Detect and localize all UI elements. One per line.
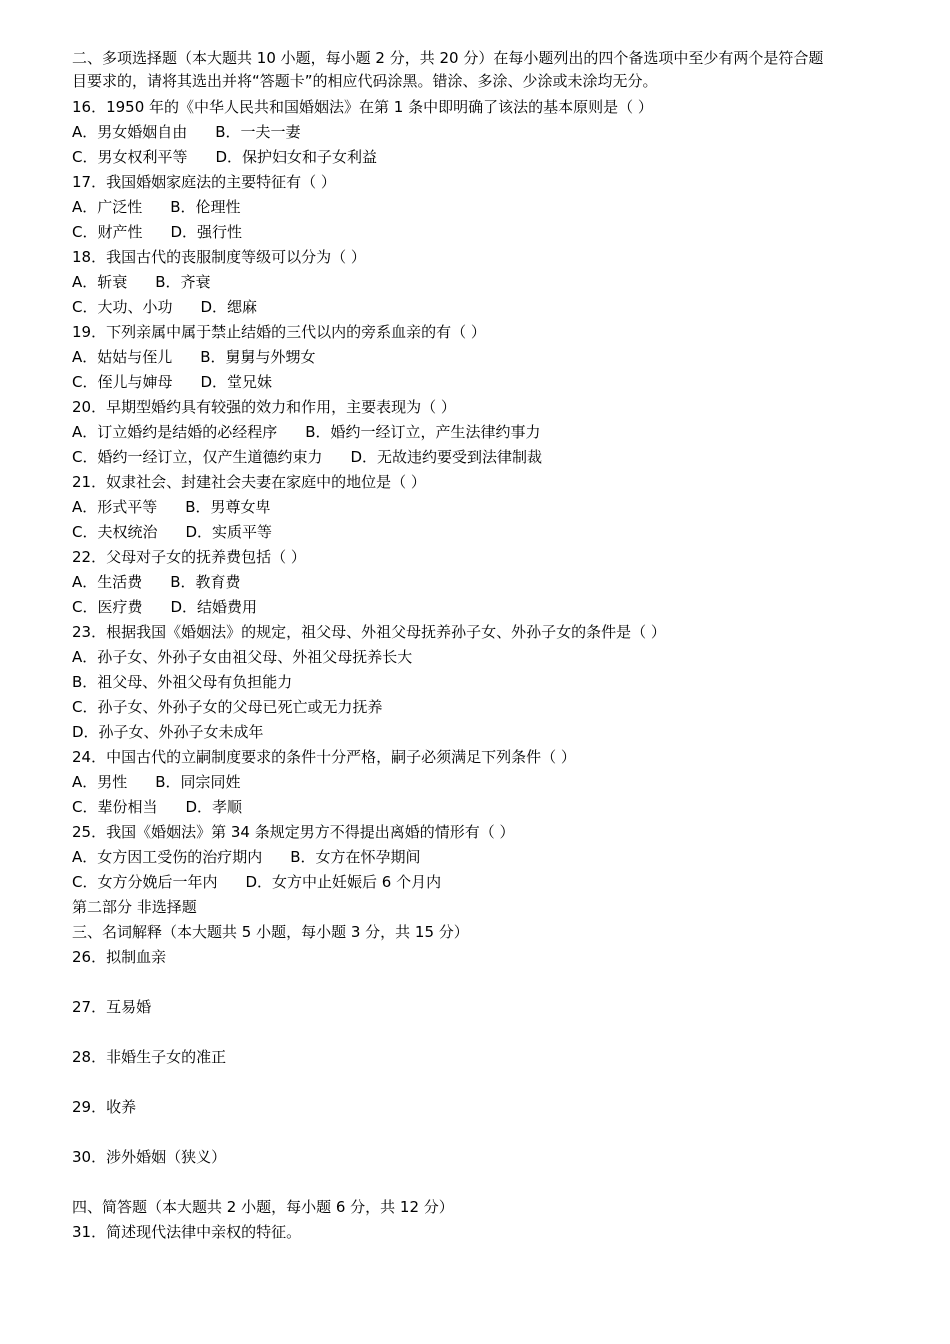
term-item: 27．互易婚 <box>72 998 152 1016</box>
option-text: B．舅舅与外甥女 <box>200 348 316 366</box>
option-text: C．侄儿与婶母 <box>72 373 173 391</box>
option-row <box>72 520 912 545</box>
option-text: D．堂兄妹 <box>200 373 273 391</box>
option-text: A．生活费 <box>72 573 143 591</box>
option-text: B．婚约一经订立，产生法律约事力 <box>305 423 541 441</box>
option-row <box>72 695 912 720</box>
part2-title: 第二部分 非选择题 <box>72 898 197 916</box>
option-row <box>72 645 912 670</box>
option-text: B．男尊女卑 <box>185 498 271 516</box>
option-row <box>72 420 912 445</box>
question-stem: 20．早期型婚约具有较强的效力和作用，主要表现为（ ） <box>72 398 456 416</box>
multiple-choice-questions <box>72 95 912 895</box>
option-text: C．夫权统治 <box>72 523 158 541</box>
option-text: D．结婚费用 <box>170 598 258 616</box>
section2-intro-line1: 二、多项选择题（本大题共 10 小题，每小题 2 分，共 20 分）在每小题列出的四个备选项中至少有两个是符合题 <box>72 49 824 67</box>
option-text: D．缌麻 <box>200 298 258 316</box>
option-text: A．斩衰 <box>72 273 128 291</box>
option-text: C．财产性 <box>72 223 143 241</box>
option-text: D．无故违约要受到法律制裁 <box>350 448 543 466</box>
option-text: B．一夫一妻 <box>215 123 301 141</box>
option-text: C．女方分娩后一年内 <box>72 873 218 891</box>
option-text: A．男性 <box>72 773 128 791</box>
option-text: D．女方中止妊娠后 6 个月内 <box>245 873 442 891</box>
question-stem: 22．父母对子女的抚养费包括（ ） <box>72 548 306 566</box>
question-stem: 19．下列亲属中属于禁止结婚的三代以内的旁系血亲的有（ ） <box>72 323 486 341</box>
option-text: D．实质平等 <box>185 523 273 541</box>
option-text: A．男女婚姻自由 <box>72 123 188 141</box>
option-text: B．伦理性 <box>170 198 241 216</box>
option-text: B．齐衰 <box>155 273 211 291</box>
option-text: D．孙子女、外孙子女未成年 <box>72 723 264 741</box>
short-answer-item: 31．简述现代法律中亲权的特征。 <box>72 1223 302 1241</box>
option-text: A．孙子女、外孙子女由祖父母、外祖父母抚养长大 <box>72 648 413 666</box>
option-text: A．订立婚约是结婚的必经程序 <box>72 423 278 441</box>
option-row <box>72 295 912 320</box>
term-item: 28．非婚生子女的准正 <box>72 1048 227 1066</box>
option-row <box>72 445 912 470</box>
option-row <box>72 120 912 145</box>
option-row <box>72 720 912 745</box>
option-row <box>72 595 912 620</box>
option-row <box>72 220 912 245</box>
option-text: A．广泛性 <box>72 198 143 216</box>
term-item: 30．涉外婚姻（狭义） <box>72 1148 227 1166</box>
option-text: C．医疗费 <box>72 598 143 616</box>
question-stem: 25．我国《婚姻法》第 34 条规定男方不得提出离婚的情形有（ ） <box>72 823 515 841</box>
option-row <box>72 495 912 520</box>
term-definition-list <box>72 945 912 1195</box>
option-row <box>72 570 912 595</box>
option-row <box>72 795 912 820</box>
option-text: A．姑姑与侄儿 <box>72 348 173 366</box>
option-row <box>72 770 912 795</box>
option-text: C．大功、小功 <box>72 298 173 316</box>
option-text: B．女方在怀孕期间 <box>290 848 421 866</box>
option-row <box>72 870 912 895</box>
question-stem: 17．我国婚姻家庭法的主要特征有（ ） <box>72 173 336 191</box>
option-row <box>72 195 912 220</box>
term-item: 26．拟制血亲 <box>72 948 167 966</box>
option-text: A．女方因工受伤的治疗期内 <box>72 848 263 866</box>
option-text: D．孝顺 <box>185 798 243 816</box>
question-stem: 21．奴隶社会、封建社会夫妻在家庭中的地位是（ ） <box>72 473 426 491</box>
option-row <box>72 345 912 370</box>
option-text: C．孙子女、外孙子女的父母已死亡或无力抚养 <box>72 698 383 716</box>
section3-title: 三、名词解释（本大题共 5 小题，每小题 3 分，共 15 分） <box>72 923 469 941</box>
option-text: D．强行性 <box>170 223 243 241</box>
short-answer-list <box>72 1220 912 1245</box>
exam-page <box>72 47 912 1245</box>
question-stem: 24．中国古代的立嗣制度要求的条件十分严格，嗣子必须满足下列条件（ ） <box>72 748 576 766</box>
option-text: C．婚约一经订立，仅产生道德约束力 <box>72 448 323 466</box>
question-stem: 18．我国古代的丧服制度等级可以分为（ ） <box>72 248 366 266</box>
option-text: C．辈份相当 <box>72 798 158 816</box>
option-text: A．形式平等 <box>72 498 158 516</box>
question-stem: 16．1950 年的《中华人民共和国婚姻法》在第 1 条中即明确了该法的基本原则是（ ） <box>72 98 653 116</box>
option-text: D．保护妇女和子女利益 <box>215 148 378 166</box>
option-text: B．祖父母、外祖父母有负担能力 <box>72 673 293 691</box>
option-row <box>72 270 912 295</box>
option-text: B．教育费 <box>170 573 241 591</box>
option-row <box>72 670 912 695</box>
term-item: 29．收养 <box>72 1098 137 1116</box>
question-stem: 23．根据我国《婚姻法》的规定，祖父母、外祖父母抚养孙子女、外孙子女的条件是（ ） <box>72 623 666 641</box>
option-text: C．男女权利平等 <box>72 148 188 166</box>
section2-intro-line2: 目要求的，请将其选出并将“答题卡”的相应代码涂黑。错涂、多涂、少涂或未涂均无分。 <box>72 72 658 90</box>
option-text: B．同宗同姓 <box>155 773 241 791</box>
option-row <box>72 145 912 170</box>
option-row <box>72 370 912 395</box>
option-row <box>72 845 912 870</box>
section4-title: 四、简答题（本大题共 2 小题，每小题 6 分，共 12 分） <box>72 1198 454 1216</box>
